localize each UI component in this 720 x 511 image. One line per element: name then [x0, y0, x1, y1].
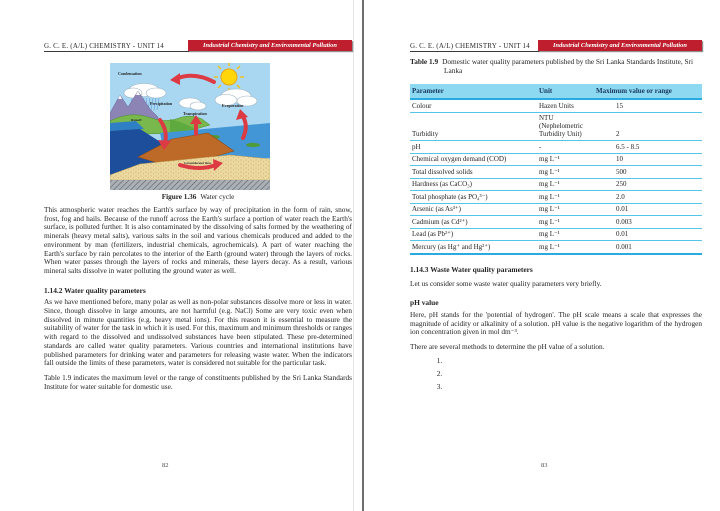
bedrock-layer	[110, 180, 270, 190]
spread-divider	[362, 0, 364, 511]
list-item	[444, 370, 702, 379]
table-row	[410, 141, 702, 154]
cell-parameter: Lead (as Pb²⁺)	[410, 228, 537, 241]
list-item	[444, 383, 702, 392]
body-paragraph: Table 1.9 indicates the maximum level or the range of constituents published by the Sri Lanka Standards Institute for water suitable for domestic use.	[44, 372, 352, 391]
cell-value: 6.5 - 8.5	[594, 141, 702, 154]
cell-parameter: Colour	[412, 101, 432, 110]
page-header-badge: Industrial Chemistry and Environmental Pollution	[188, 40, 352, 51]
cell-parameter: Arsenic (as As³⁺)	[410, 203, 537, 216]
cell-value: 10	[594, 153, 702, 166]
cell-unit: mg L⁻¹	[537, 191, 594, 204]
cell-unit: -	[537, 141, 594, 154]
table-row	[410, 241, 702, 254]
table-title-label: Table 1.9	[410, 57, 439, 66]
page-header-title: G. C. E. (A/L) CHEMISTRY - UNIT 14	[44, 42, 164, 50]
cell-parameter: Total phosphate (as PO₄³⁻)	[410, 191, 537, 204]
column-header-parameter: Parameter	[410, 84, 537, 99]
column-header-max-value: Maximum value or range	[594, 84, 702, 99]
figure-caption-label: Figure 1.36	[161, 193, 197, 201]
label-evaporation: Evaporation	[222, 103, 244, 108]
ph-value-heading: pH value	[410, 298, 439, 308]
page-left	[44, 38, 352, 469]
list-item	[444, 357, 702, 366]
cell-parameter: Cadmium (as Cd²⁺)	[410, 216, 537, 229]
cell-parameter: Chemical oxygen demand (COD)	[410, 153, 537, 166]
body-paragraph: There are several methods to determine the pH value of a solution.	[410, 341, 605, 351]
figure-caption-text: Water cycle	[200, 193, 235, 201]
cell-parameter: Hardness (as CaCO₃)	[410, 178, 537, 191]
cell-unit: mg L⁻¹	[537, 153, 594, 166]
page-number: 83	[541, 462, 548, 469]
label-runoff: Runoff	[131, 118, 142, 122]
column-header-unit: Unit	[537, 84, 594, 99]
label-precipitation: Precipitation	[150, 101, 173, 106]
cell-value: 2	[594, 112, 702, 141]
page-header	[410, 38, 702, 52]
table-row	[410, 228, 702, 241]
cell-value: 15	[616, 101, 623, 110]
page-edge-line	[353, 0, 354, 511]
table-row	[410, 153, 702, 166]
figure-caption	[44, 193, 352, 201]
cell-parameter: Total dissolved solids	[410, 166, 537, 179]
page-number: 82	[162, 462, 169, 469]
table-row	[410, 99, 702, 112]
table-row	[410, 166, 702, 179]
section-heading-1143: 1.14.3 Waste Water quality parameters	[410, 264, 533, 274]
cell-value: 0.01	[594, 203, 702, 216]
cell-parameter: Mercury (as Hg⁺ and Hg²⁺)	[410, 241, 537, 254]
cell-unit: mg L⁻¹	[537, 228, 594, 241]
label-transpiration: Transpiration	[183, 111, 207, 116]
table-row	[410, 203, 702, 216]
table-row	[410, 178, 702, 191]
page-header	[44, 38, 352, 52]
cell-unit: NTU (Nephelometric Turbidity Unit)	[537, 112, 594, 141]
cell-unit: mg L⁻¹	[537, 166, 594, 179]
cell-value: 0.003	[594, 216, 702, 229]
cell-value: 250	[594, 178, 702, 191]
table-title-text: Domestic water quality parameters published by the Sri Lanka Standards Institute, Sri Lanka	[442, 57, 693, 75]
label-condensation: Condensation	[118, 71, 142, 76]
cell-parameter: Turbidity	[410, 112, 537, 141]
label-groundwater-flow: Groundwater flow	[184, 161, 212, 165]
water-quality-table	[410, 84, 702, 255]
cell-unit: mg L⁻¹	[537, 216, 594, 229]
table-row	[410, 216, 702, 229]
section-heading-1142: 1.14.2 Water quality parameters	[44, 285, 146, 295]
water-cycle-figure	[110, 63, 270, 190]
page-header-badge: Industrial Chemistry and Environmental Pollution	[538, 40, 702, 51]
table-row	[410, 191, 702, 204]
body-paragraph: This atmospheric water reaches the Earth's surface by way of precipitation in the form of rain, snow, frost, fog and hails. Because of the runoff across the Earth's surface a portion of water reach the Earth's surface, is polluted further. It is also contaminated by the dissolving of salts formed by the weathering of minerals (heavy metal salts), various salts in the soil and various chemicals produced and added to the environment by man (fertilizers, industrial chemicals, agrochemicals). A part of water reaching the Earth's surface by rain percolates to the interior of the Earth (ground water) through the layers of rocks. When water passes through the layers of rocks and minerals, these layers decay. As a result, various mineral salts dissolve in water polluting the ground water as well.	[44, 205, 352, 275]
water-cycle-illustration	[110, 63, 270, 190]
body-paragraph: Let us consider some waste water quality parameters very briefly.	[410, 279, 602, 289]
cell-unit: mg L⁻¹	[537, 241, 594, 254]
page-header-title: G. C. E. (A/L) CHEMISTRY - UNIT 14	[410, 42, 530, 50]
cell-value: 0.001	[594, 241, 702, 254]
cell-value: 500	[594, 166, 702, 179]
body-paragraph: As we have mentioned before, many polar as well as non-polar substances dissolve more or less in water. Since, though dissolve in large amounts, are not harmful (e.g. NaCl) Some are very toxic even when dissolved in minute quantities (e.g. heavy metal ions). For this reason it is essential to measure the suitability of water for the task in which it is used. For this, maximum and minimum thresholds or ranges with regard to the dissolved and undissolved substances have been stipulated. These pre-determined standards are called water quality parameters. Various countries and international institutions have published parameters for drinking water and parameters for releasing waste water. When the indicators fall outside the limits of these parameters, water is considered not suitable for the particular task.	[44, 297, 352, 368]
cell-value: 2.0	[594, 191, 702, 204]
table-header-row	[410, 84, 702, 99]
body-paragraph: Here, pH stands for the 'potential of hydrogen'. The pH scale means a scale that expresses the magnitude of acidity or alkalinity of a solution. pH value is the negative logarithm of the hydrogen ion concentration given in mol dm⁻³.	[410, 309, 702, 337]
cell-unit: mg L⁻¹	[537, 203, 594, 216]
cell-unit: mg L⁻¹	[537, 178, 594, 191]
cell-value: 0.01	[594, 228, 702, 241]
table-title	[410, 58, 702, 75]
ph-methods-list	[410, 357, 702, 392]
page-right	[410, 38, 702, 469]
cell-unit: Hazen Units	[539, 101, 574, 110]
table-row	[410, 112, 702, 141]
cell-parameter: pH	[410, 141, 537, 154]
